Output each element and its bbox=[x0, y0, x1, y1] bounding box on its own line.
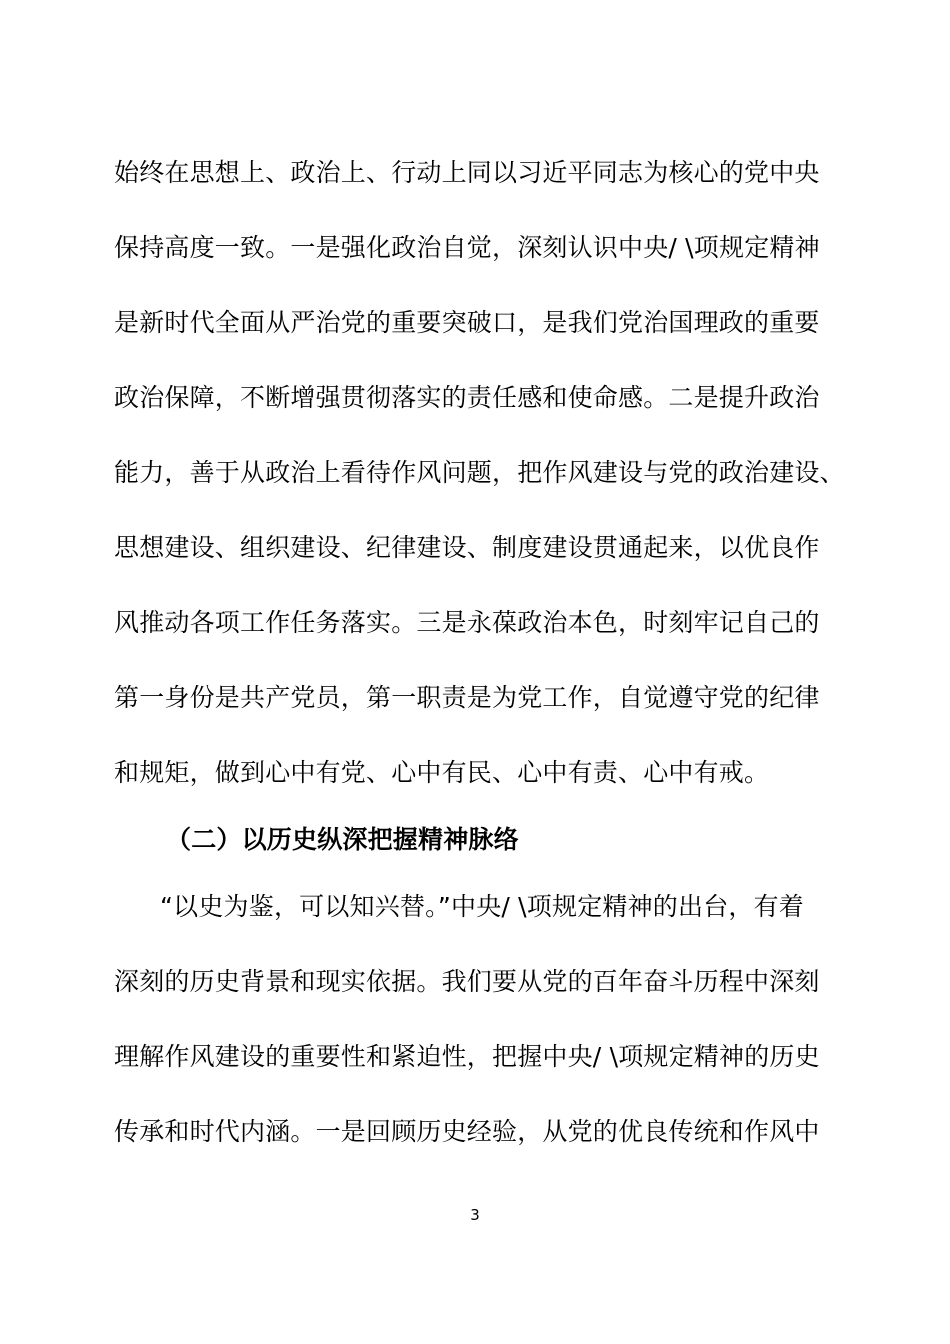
body-text-line: 始终在思想上、政治上、行动上同以习近平同志为核心的党中央 bbox=[114, 158, 820, 187]
body-text-line: 深刻的历史背景和现实依据。我们要从党的百年奋斗历程中深刻 bbox=[114, 967, 820, 996]
body-text-line: 传承和时代内涵。一是回顾历史经验，从党的优良传统和作风中 bbox=[114, 1117, 820, 1146]
section-heading: （二）以历史纵深把握精神脉络 bbox=[166, 825, 519, 854]
body-text-line: 和规矩，做到心中有党、心中有民、心中有责、心中有戒。 bbox=[114, 758, 770, 787]
body-text-line: 第一身份是共产党员，第一职责是为党工作，自觉遵守党的纪律 bbox=[114, 683, 820, 712]
body-text-line: 是新时代全面从严治党的重要突破口，是我们党治国理政的重要 bbox=[114, 308, 820, 337]
body-text-line: 思想建设、组织建设、纪律建设、制度建设贯通起来，以优良作 bbox=[114, 533, 820, 562]
page-number: 3 bbox=[470, 1206, 480, 1224]
body-text-line: 风推动各项工作任务落实。三是永葆政治本色，时刻牢记自己的 bbox=[114, 608, 820, 637]
body-text-line: 理解作风建设的重要性和紧迫性，把握中央/ \项规定精神的历史 bbox=[114, 1042, 820, 1071]
body-text-line: “以史为鉴，可以知兴替。”中央/ \项规定精神的出台，有着 bbox=[160, 892, 804, 921]
body-text-line: 政治保障，不断增强贯彻落实的责任感和使命感。二是提升政治 bbox=[114, 383, 820, 412]
body-text-line: 能力，善于从政治上看待作风问题，把作风建设与党的政治建设、 bbox=[114, 458, 845, 487]
body-text-line: 保持高度一致。一是强化政治自觉，深刻认识中央/ \项规定精神 bbox=[114, 233, 820, 262]
